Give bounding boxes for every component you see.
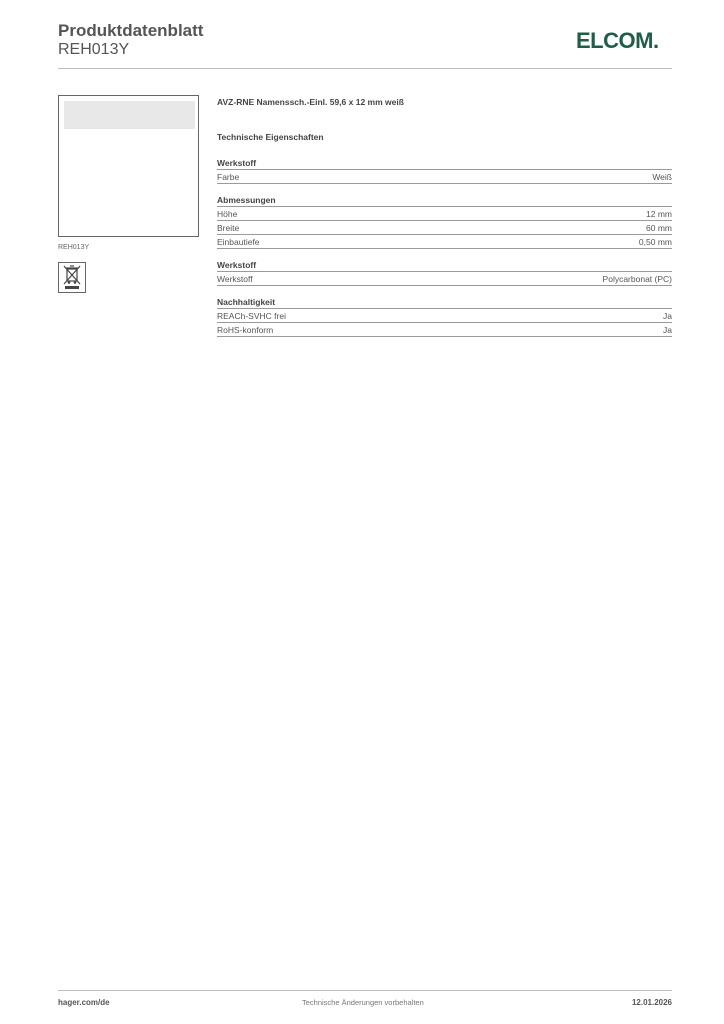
property-group (217, 296, 672, 337)
group-title: Werkstoff (217, 259, 672, 272)
property-group (217, 157, 672, 184)
property-row (217, 207, 672, 221)
page-title: Produktdatenblatt (58, 21, 204, 40)
footer-divider (58, 990, 672, 991)
footer-website-link[interactable]: hager.com/de (58, 998, 110, 1007)
property-row (217, 309, 672, 323)
property-label: Einbautiefe (217, 237, 260, 247)
product-image-caption: REH013Y (58, 244, 90, 251)
product-name: AVZ-RNE Namenssch.-Einl. 59,6 x 12 mm weiß (217, 97, 404, 107)
property-group (217, 259, 672, 286)
section-title: Technische Eigenschaften (217, 132, 324, 142)
property-group (217, 194, 672, 249)
property-value: Polycarbonat (PC) (602, 274, 672, 284)
property-row (217, 323, 672, 337)
property-value: 60 mm (646, 223, 672, 233)
property-value: Ja (663, 325, 672, 335)
property-label: RoHS-konform (217, 325, 274, 335)
property-label: Werkstoff (217, 274, 253, 284)
product-code-subtitle: REH013Y (58, 41, 130, 58)
property-label: Farbe (217, 172, 240, 182)
property-value: 12 mm (646, 209, 672, 219)
group-title: Nachhaltigkeit (217, 296, 672, 309)
property-row (217, 235, 672, 249)
footer-notice: Technische Änderungen vorbehalten (302, 998, 424, 1007)
crossed-out-wheelie-bin-icon (58, 262, 86, 293)
property-label: Breite (217, 223, 240, 233)
footer-date: 12.01.2026 (631, 998, 672, 1007)
brand-logo: ELCOM. (576, 28, 659, 53)
product-image (58, 95, 199, 237)
property-label: Höhe (217, 209, 238, 219)
property-row (217, 272, 672, 286)
crossed-out-wheelie-bin-icon-graphic (59, 263, 85, 292)
group-title: Abmessungen (217, 194, 672, 207)
product-image-strip (64, 101, 195, 129)
property-row (217, 170, 672, 184)
property-value: 0,50 mm (638, 237, 672, 247)
group-title: Werkstoff (217, 157, 672, 170)
property-row (217, 221, 672, 235)
main-content (217, 96, 672, 337)
header-divider (58, 68, 672, 69)
property-label: REACh-SVHC frei (217, 311, 286, 321)
property-value: Ja (663, 311, 672, 321)
property-value: Weiß (652, 172, 672, 182)
